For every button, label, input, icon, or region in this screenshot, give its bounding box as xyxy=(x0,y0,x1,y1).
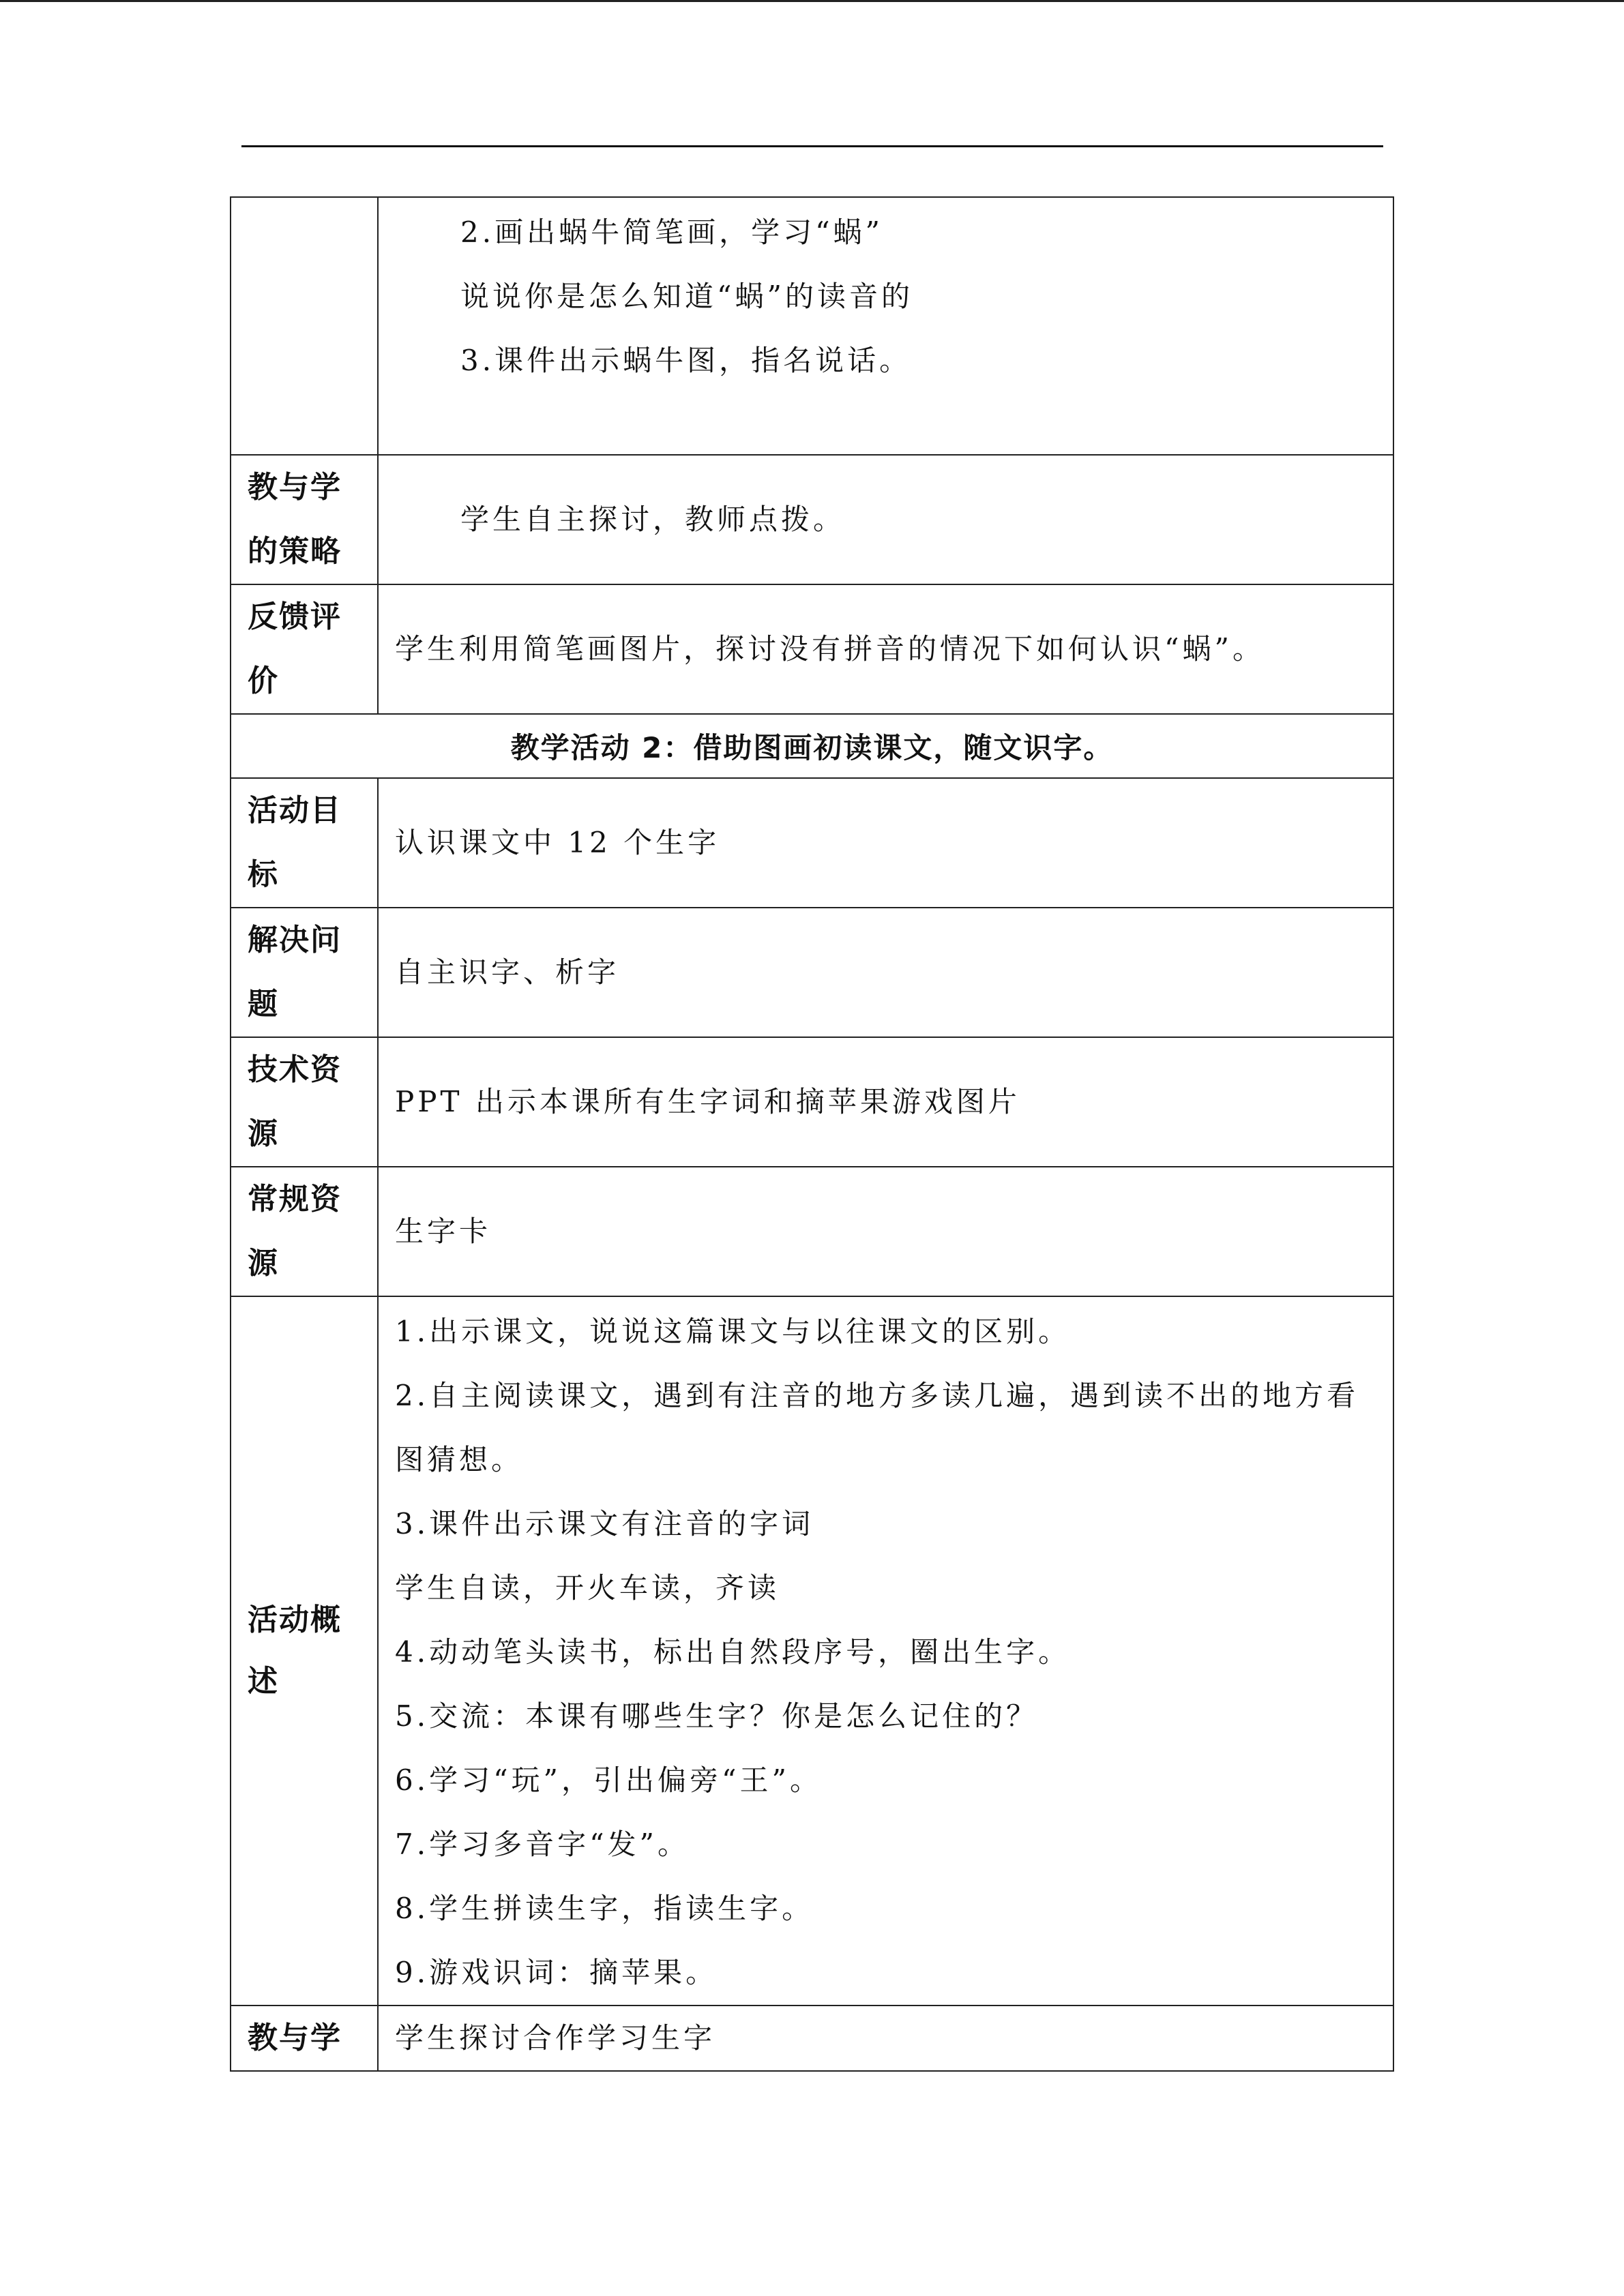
problem-label: 解决问 题 xyxy=(231,908,378,1037)
goal-content: 认识课文中 12 个生字 xyxy=(378,778,1393,908)
overview-line: 学生自读，开火车读，齐读 xyxy=(395,1571,780,1605)
overview-line: 7.学习多音字“发”。 xyxy=(395,1828,690,1861)
overview-line: 5.交流：本课有哪些生字？你是怎么记住的？ xyxy=(395,1699,1039,1733)
step-line: 2.画出蜗牛简笔画，学习“蜗” xyxy=(460,215,884,249)
problem-content: 自主识字、析字 xyxy=(378,908,1393,1037)
step-line: 说说你是怎么知道“蜗”的读音的 xyxy=(460,280,913,313)
table-row-tech-resource xyxy=(231,1037,1393,1167)
table-row-goal xyxy=(231,778,1393,908)
overview-line: 9.游戏识词：摘苹果。 xyxy=(395,1956,718,1989)
feedback-label: 反馈评 价 xyxy=(231,584,378,714)
goal-label: 活动目 标 xyxy=(231,778,378,908)
regular-resource-label: 常规资 源 xyxy=(231,1167,378,1296)
overview-line: 4.动动笔头读书，标出自然段序号，圈出生字。 xyxy=(395,1635,1071,1669)
overview-line: 1.出示课文，说说这篇课文与以往课文的区别。 xyxy=(395,1315,1071,1348)
table-row-continued-steps xyxy=(231,197,1393,455)
empty-label-cell xyxy=(231,197,378,455)
table-row-strategy-2 xyxy=(231,2006,1393,2071)
page-top-border xyxy=(0,0,1624,2)
overview-label: 活动概 述 xyxy=(231,1296,378,2006)
strategy-content: 学生自主探讨，教师点拨。 xyxy=(378,455,1393,584)
regular-resource-content: 生字卡 xyxy=(378,1167,1393,1296)
feedback-content: 学生利用简笔画图片，探讨没有拼音的情况下如何认识“蜗”。 xyxy=(378,584,1393,714)
table-row-problem xyxy=(231,908,1393,1037)
table-row-activity-title xyxy=(231,714,1393,778)
overview-line: 2.自主阅读课文，遇到有注音的地方多读几遍，遇到读不出的地方看 xyxy=(395,1379,1359,1412)
tech-resource-label: 技术资 源 xyxy=(231,1037,378,1167)
strategy2-content: 学生探讨合作学习生字 xyxy=(378,2006,1393,2071)
table-row-strategy xyxy=(231,455,1393,584)
table-row-overview xyxy=(231,1296,1393,2006)
overview-line: 8.学生拼读生字，指读生字。 xyxy=(395,1892,814,1925)
overview-line: 6.学习“玩”，引出偏旁“王”。 xyxy=(395,1763,822,1797)
tech-resource-content: PPT 出示本课所有生字词和摘苹果游戏图片 xyxy=(378,1037,1393,1167)
overview-line: 3.课件出示课文有注音的字词 xyxy=(395,1507,814,1540)
overview-content xyxy=(378,1296,1393,2006)
table-row-feedback xyxy=(231,584,1393,714)
strategy2-label: 教与学 xyxy=(231,2006,378,2071)
header-rule xyxy=(241,145,1383,147)
overview-line: 图猜想。 xyxy=(395,1443,524,1476)
table-row-regular-resource xyxy=(231,1167,1393,1296)
activity2-title: 教学活动 2：借助图画初读课文，随文识字。 xyxy=(231,714,1393,778)
continued-steps-cell xyxy=(378,197,1393,455)
lesson-plan-table xyxy=(230,196,1394,2072)
step-line: 3.课件出示蜗牛图，指名说话。 xyxy=(460,344,912,377)
strategy-label: 教与学 的策略 xyxy=(231,455,378,584)
